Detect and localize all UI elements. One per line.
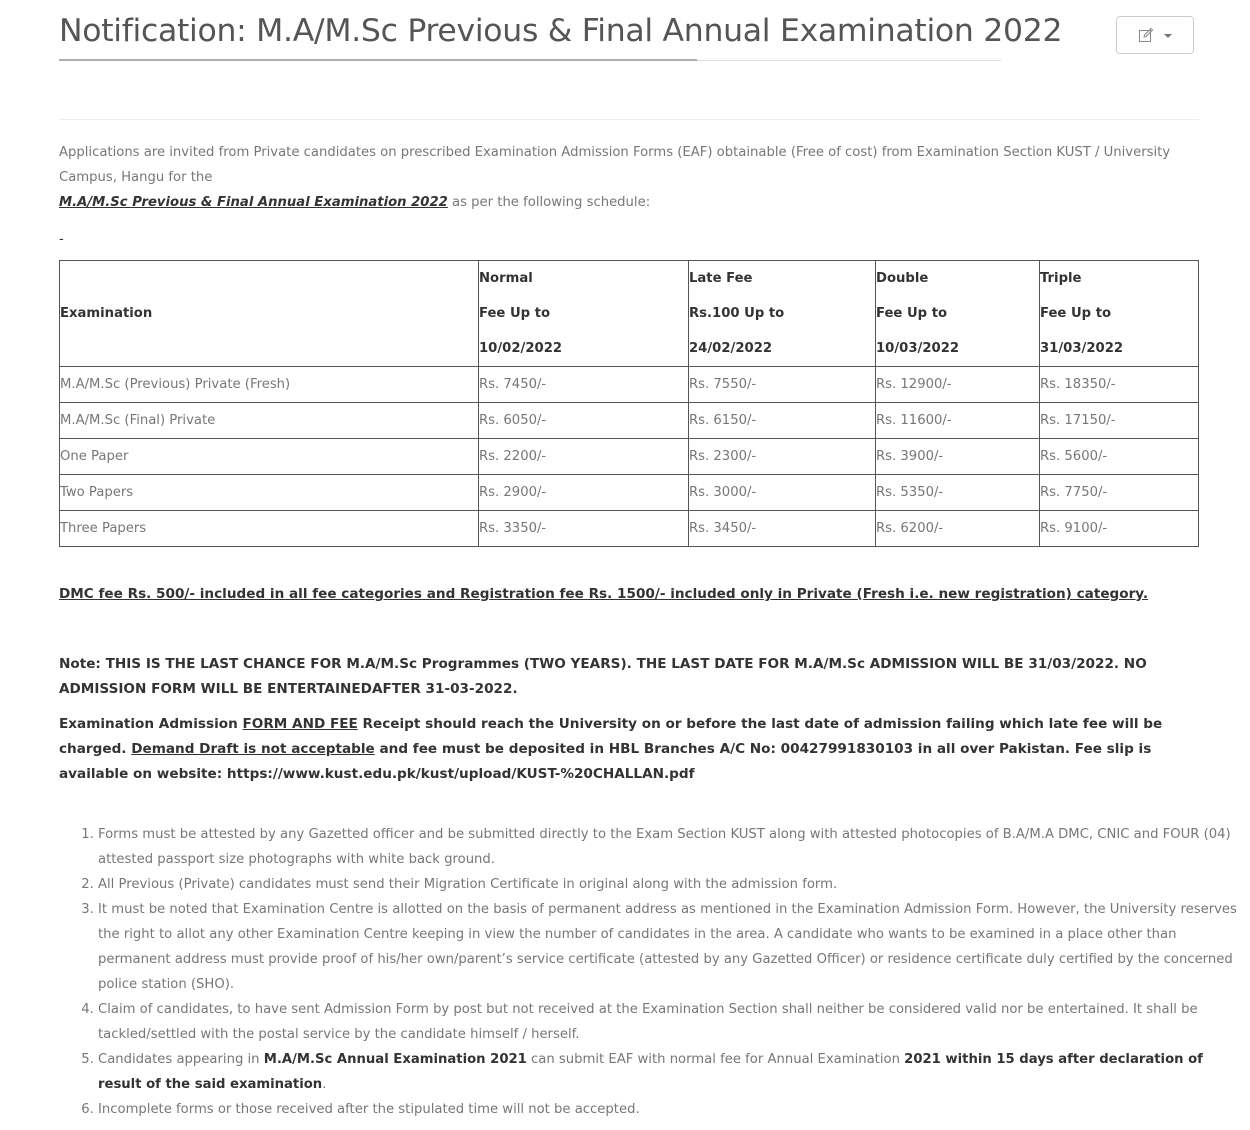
title-wrap xyxy=(59,0,1199,62)
cell-triple: Rs. 17150/- xyxy=(1040,403,1199,439)
page-title: Notification: M.A/M.Sc Previous & Final Annual Examination 2022 xyxy=(59,13,1063,49)
title-underline-accent xyxy=(59,59,697,61)
list-item: 3. It must be noted that Examination Centre is allotted on the basis of permanent address as mentioned in the Examination Admission Form. However, the University reserves the right to allot any other Examination Centre keeping in view the number of candidates in the area. A candidate who wants to be examined in a place other than permanent address must provide proof of his/her own/parent’s service certificate (attested by any Gazetted Officer) or residence certificate duly certified by the concerned police station (SHO). xyxy=(98,897,1238,997)
header-normal-line1: Normal xyxy=(479,271,533,286)
intro-suffix: as per the following schedule: xyxy=(447,195,651,210)
caret-down-icon xyxy=(1164,34,1172,38)
edit-icon xyxy=(1138,27,1154,43)
fee-deposit-paragraph xyxy=(59,712,1199,787)
fee-para-part3: Receipt should reach the University on or before the last date of admission failing which late fee will be charged. xyxy=(59,716,1163,757)
header-normal-line3: 10/02/2022 xyxy=(479,341,563,356)
fee-para-demand-draft: Demand Draft is not acceptable xyxy=(131,741,375,757)
cell-double: Rs. 6200/- xyxy=(876,511,1040,547)
cell-double: Rs. 5350/- xyxy=(876,475,1040,511)
divider xyxy=(59,119,1199,120)
cell-late: Rs. 3000/- xyxy=(689,475,876,511)
cell-late: Rs. 2300/- xyxy=(689,439,876,475)
table-row xyxy=(60,475,1199,511)
dash-mark: - xyxy=(59,232,64,247)
dmc-fee-note: DMC fee Rs. 500/- included in all fee categories and Registration fee Rs. 1500/- included only in Private (Fresh i.e. new registration) category. xyxy=(59,586,1149,602)
cell-exam: One Paper xyxy=(60,439,479,475)
table-row xyxy=(60,403,1199,439)
cell-exam: Three Papers xyxy=(60,511,479,547)
rule5-part2: M.A/M.Sc Annual Examination 2021 xyxy=(263,1052,527,1067)
header-double-line3: 10/03/2022 xyxy=(876,341,960,356)
header-triple-line1: Triple xyxy=(1040,271,1082,286)
header-normal xyxy=(479,261,689,367)
header-late-line2: Rs.100 Up to xyxy=(689,306,785,321)
header xyxy=(59,0,1199,62)
cell-triple: Rs. 9100/- xyxy=(1040,511,1199,547)
cell-normal: Rs. 2900/- xyxy=(479,475,689,511)
cell-triple: Rs. 5600/- xyxy=(1040,439,1199,475)
header-double-line1: Double xyxy=(876,271,929,286)
cell-exam: Two Papers xyxy=(60,475,479,511)
header-late-line1: Late Fee xyxy=(689,271,753,286)
exam-name: M.A/M.Sc Previous & Final Annual Examination 2022 xyxy=(59,195,448,210)
instructions-list xyxy=(59,822,1238,1122)
header-double-line2: Fee Up to xyxy=(876,306,948,321)
last-chance-note: Note: THIS IS THE LAST CHANCE FOR M.A/M.Sc Programmes (TWO YEARS). THE LAST DATE FOR M.A/M.Sc ADMISSION WILL BE 31/03/2022. NO ADMISSION FORM WILL BE ENTERTAINEDAFTER 31-03-2022. xyxy=(59,656,1147,697)
cell-triple: Rs. 18350/- xyxy=(1040,367,1199,403)
cell-double: Rs. 11600/- xyxy=(876,403,1040,439)
rule5-part1: Candidates appearing in xyxy=(98,1052,264,1067)
fee-para-part1: Examination Admission xyxy=(59,716,243,732)
cell-normal: Rs. 3350/- xyxy=(479,511,689,547)
header-triple xyxy=(1040,261,1199,367)
list-item: 1. Forms must be attested by any Gazetted officer and be submitted directly to the Exam Section KUST along with attested photocopies of B.A/M.A DMC, CNIC and FOUR (04) attested passport size photographs with white back ground. xyxy=(98,822,1238,872)
fee-para-form-and-fee: FORM AND FEE xyxy=(242,716,358,732)
fee-schedule-table xyxy=(59,260,1199,547)
cell-exam: M.A/M.Sc (Previous) Private (Fresh) xyxy=(60,367,479,403)
cell-double: Rs. 3900/- xyxy=(876,439,1040,475)
list-item: 2. All Previous (Private) candidates must send their Migration Certificate in original along with the admission form. xyxy=(98,872,1238,897)
intro-paragraph xyxy=(59,140,1199,215)
intro-text: Applications are invited from Private candidates on prescribed Examination Admission Forms (EAF) obtainable (Free of cost) from Examination Section KUST / University Campus, Hangu for the xyxy=(59,145,1171,185)
header-exam: Examination xyxy=(60,261,479,367)
list-item: 4. Claim of candidates, to have sent Admission Form by post but not received at the Examination Section shall neither be considered valid nor be entertained. It shall be tackled/settled with the postal service by the candidate himself / herself. xyxy=(98,997,1238,1047)
header-triple-line3: 31/03/2022 xyxy=(1040,341,1124,356)
cell-normal: Rs. 6050/- xyxy=(479,403,689,439)
cell-late: Rs. 7550/- xyxy=(689,367,876,403)
cell-exam: M.A/M.Sc (Final) Private xyxy=(60,403,479,439)
list-item xyxy=(98,1047,1238,1097)
cell-double: Rs. 12900/- xyxy=(876,367,1040,403)
header-late-line3: 24/02/2022 xyxy=(689,341,773,356)
fee-para-part5: and fee must be deposited in HBL Branches A/C No: 00427991830103 in all over Pakistan. Fee slip is available on website: https://www.kust.edu.pk/kust/upload/KUST-%20CHALLAN.pdf xyxy=(59,741,1152,782)
header-triple-line2: Fee Up to xyxy=(1040,306,1112,321)
header-late xyxy=(689,261,876,367)
header-normal-line2: Fee Up to xyxy=(479,306,551,321)
table-row xyxy=(60,367,1199,403)
cell-triple: Rs. 7750/- xyxy=(1040,475,1199,511)
header-double xyxy=(876,261,1040,367)
cell-late: Rs. 6150/- xyxy=(689,403,876,439)
table-row xyxy=(60,511,1199,547)
edit-dropdown-button[interactable] xyxy=(1116,16,1194,54)
cell-normal: Rs. 2200/- xyxy=(479,439,689,475)
cell-late: Rs. 3450/- xyxy=(689,511,876,547)
rule5-part4: 2021 within 15 days after declaration of result of the said examination xyxy=(98,1052,1203,1092)
cell-normal: Rs. 7450/- xyxy=(479,367,689,403)
rule5-part3: can submit EAF with normal fee for Annual Examination xyxy=(526,1052,905,1067)
list-item: 6. Incomplete forms or those received after the stipulated time will not be accepted. xyxy=(98,1097,1238,1122)
rule5-part5: . xyxy=(322,1077,327,1092)
table-row xyxy=(60,439,1199,475)
table-header-row xyxy=(60,261,1199,367)
